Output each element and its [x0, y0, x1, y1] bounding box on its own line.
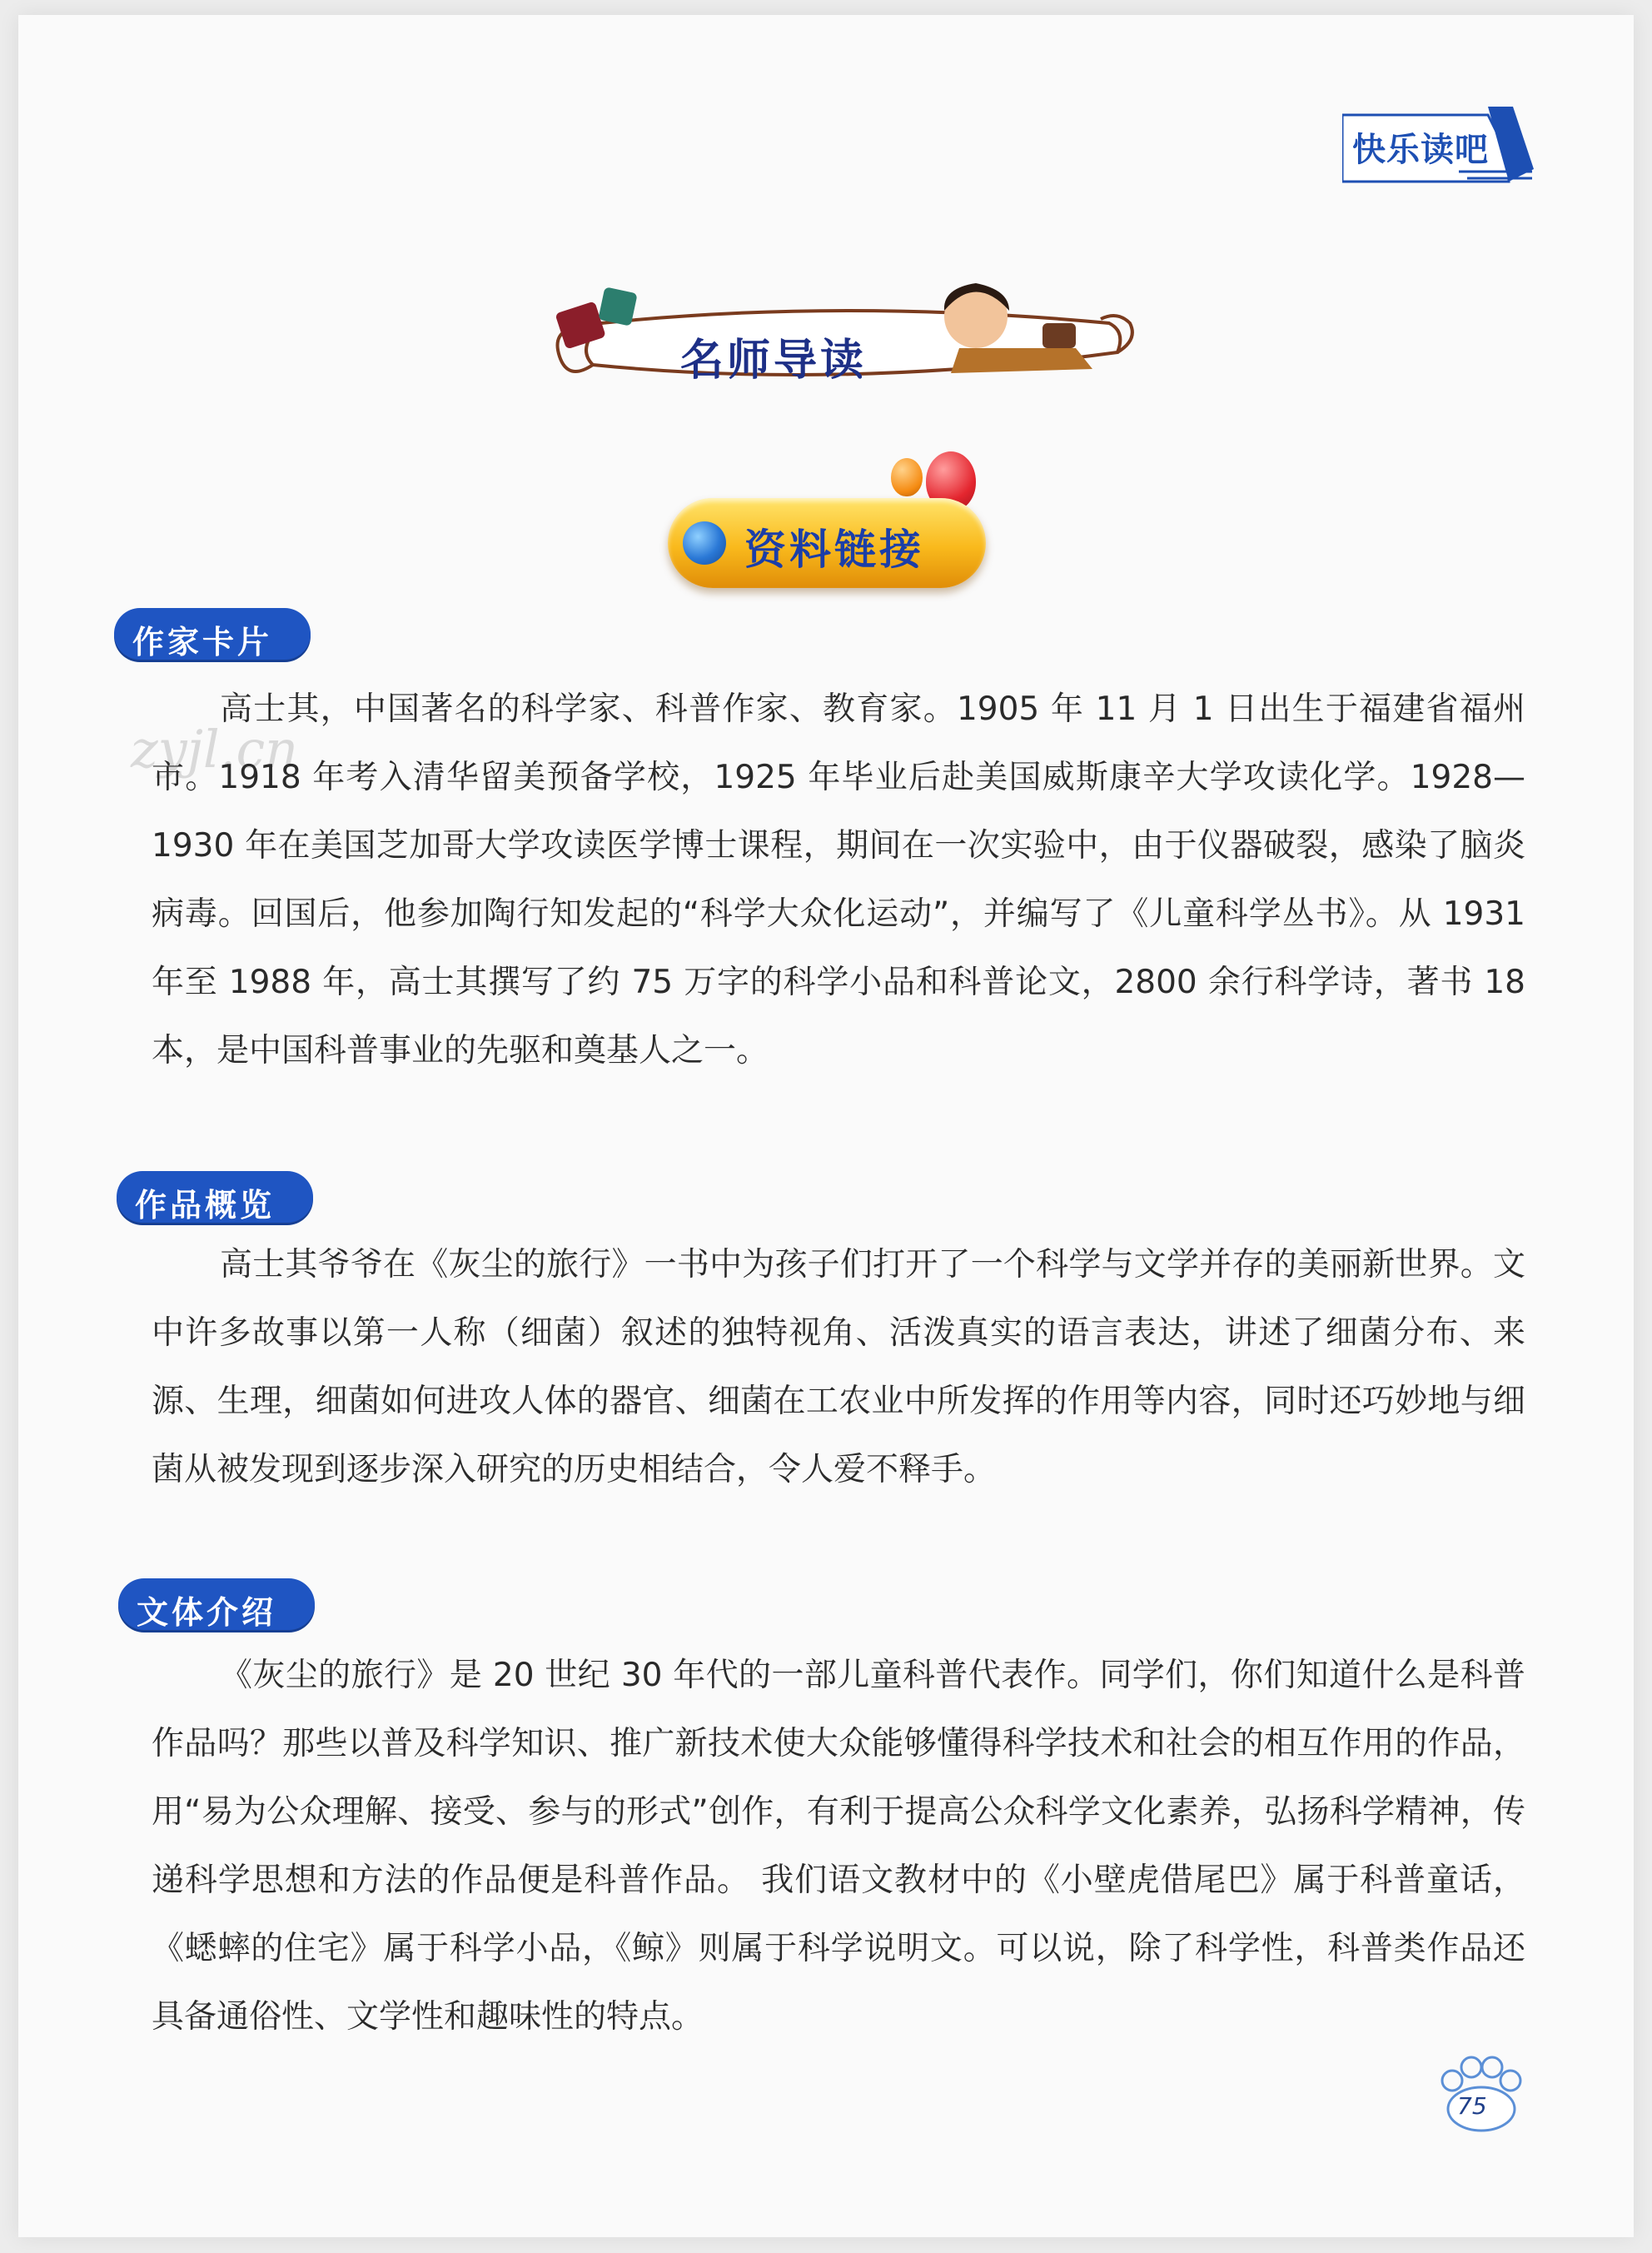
genre-intro-paragraph: 《灰尘的旅行》是 20 世纪 30 年代的一部儿童科普代表作。同学们，你们知道什么是科普作品吗？那些以普及科学知识、推广新技术使大众能够懂得科学技术和社会的相互作用的作品，用“易为公众理解、接受、参与的形式”创作，有利于提高公众科学文化素养，弘扬科学精神，传递科学思想和方法的作品便是科普作品。 我们语文教材中的《小壁虎借尾巴》属于科普童话，《蟋蟀的住宅》属于科学小品，《鲸》则属于科学说明文。可以说，除了科学性，科普类作品还具备通俗性、文学性和趣味性的特点。: [152, 1657, 1525, 2036]
section-badge-genre-intro: [118, 1578, 315, 1630]
section-badge-work-overview: [117, 1171, 313, 1223]
resource-link-pill: [668, 498, 986, 588]
header-title: 快乐读吧: [1352, 131, 1489, 169]
teacher-guide-banner: [543, 265, 1142, 406]
globe-icon: [683, 521, 726, 565]
happy-reading-tag: [1342, 98, 1534, 190]
resource-link-title: 资料链接: [744, 526, 924, 574]
section-badge-author-card: [114, 608, 311, 660]
section-badge-label: 作家卡片: [132, 624, 273, 660]
page-number: 75: [1457, 2092, 1487, 2120]
balloon-icon: [891, 458, 923, 496]
section-badge-label: 文体介绍: [137, 1594, 277, 1631]
work-overview-paragraph: 高士其爷爷在《灰尘的旅行》一书中为孩子们打开了一个科学与文学并存的美丽新世界。文中许多故事以第一人称（细菌）叙述的独特视角、活泼真实的语言表达，讲述了细菌分布、来源、生理，细菌如何进攻人体的器官、细菌在工农业中所发挥的作用等内容，同时还巧妙地与细菌从被发现到逐步深入研究的历史相结合，令人爱不释手。: [152, 1246, 1525, 1488]
author-card-paragraph: 高士其，中国著名的科学家、科普作家、教育家。1905 年 11 月 1 日出生于福建省福州市。1918 年考入清华留美预备学校，1925 年毕业后赴美国威斯康辛大学攻读化学。1928—1930 年在美国芝加哥大学攻读医学博士课程，期间在一次实验中，由于仪器破裂，感染了脑炎病毒。回国后，他参加陶行知发起的“科学大众化运动”，并编写了《儿童科学丛书》。从 1931 年至 1988 年，高士其撰写了约 75 万字的科学小品和科普论文，2800 余行科学诗，著书 18 本，是中国科普事业的先驱和奠基人之一。: [152, 690, 1525, 1069]
page: [18, 15, 1634, 2237]
page-number-paw: [1434, 2056, 1525, 2135]
resource-link-header: [668, 448, 1009, 606]
watermark: zyjl.cn: [131, 719, 299, 780]
banner-title: 名师导读: [680, 336, 868, 386]
section-badge-label: 作品概览: [135, 1187, 276, 1224]
